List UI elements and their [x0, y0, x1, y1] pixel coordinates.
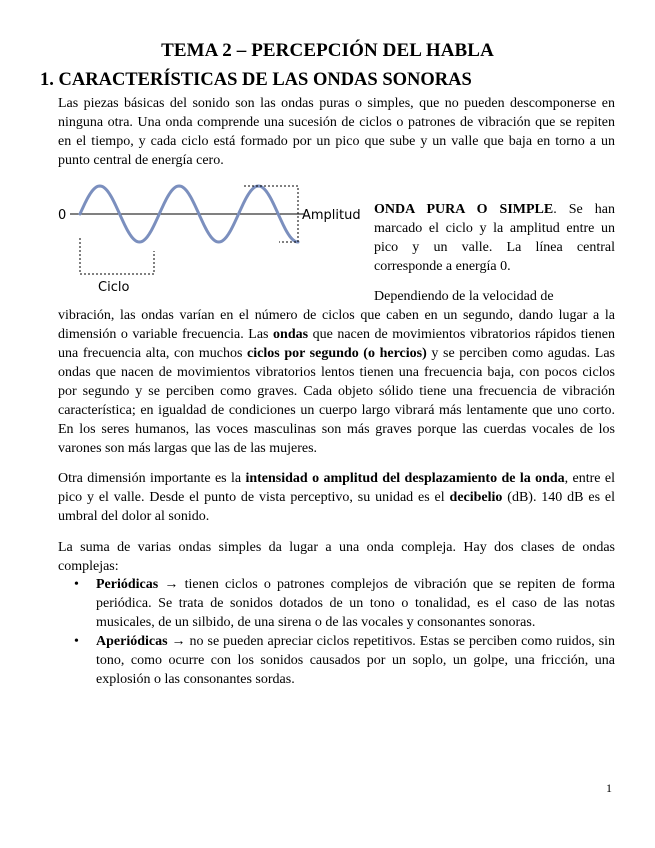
intensity-bold-2: decibelio	[449, 490, 503, 505]
wave-figure	[52, 175, 374, 297]
list-item-aperiodic	[58, 632, 615, 689]
bullet-icon: •	[74, 577, 79, 592]
cycle-label: Ciclo	[98, 280, 130, 295]
periodic-text: tienen ciclos o patrones complejos de vibración que se repiten de forma periódica. Se trata de sonidos dotados de un tono o tonalidad, es el caso de las notas musicales, de un silbido, de una sirena o de las vocales y consonantes sonoras.	[96, 577, 616, 630]
aperiodic-term: Aperiódicas	[96, 634, 168, 649]
intensity-paragraph	[58, 469, 615, 526]
frequency-text-2: que nacen de movimientos vibratorios rápidos tienen una frecuencia alta, con muchos	[58, 327, 615, 361]
frequency-paragraph	[58, 287, 615, 458]
frequency-text-3: y se perciben como agudas. Las ondas que nacen de movimientos vibratorios lentos tienen una frecuencia baja, con pocos ciclos por segundo y se perciben como graves. Cada objeto sólido tiene una frecuencia de vibración característica; en igualdad de condiciones un cuerpo largo vibrará más lentamente que uno corto. En los seres humanos, las voces masculinas son más graves porque las cuerdas vocales de los varones son más largas que las de las mujeres.	[58, 346, 615, 456]
page-title: TEMA 2 – PERCEPCIÓN DEL HABLA	[161, 40, 494, 61]
intensity-bold-1: intensidad o amplitud del desplazamiento de la onda	[245, 471, 565, 486]
frequency-bold-2: ciclos por segundo (o hercios)	[247, 346, 427, 361]
page-number: 1	[606, 781, 612, 795]
wave-types-list	[58, 575, 615, 689]
complex-waves-paragraph: La suma de varias ondas simples da lugar a una onda compleja. Hay dos clases de ondas complejas:	[58, 540, 615, 574]
frequency-bold-1: ondas	[273, 327, 309, 342]
caption-bold: ONDA PURA O SIMPLE	[374, 202, 554, 217]
frequency-text-1: vibración, las ondas varían en el número de ciclos que caben en un segundo, dando lugar a la dimensión o variable frecuencia. Las	[58, 308, 615, 342]
periodic-term: Periódicas	[96, 577, 159, 592]
section-heading	[40, 70, 472, 91]
caption-text: . Se han marcado el ciclo y la amplitud entre un pico y un valle. La línea central corresponde a energía 0.	[374, 202, 615, 274]
frequency-first-line: Dependiendo de la velocidad de	[374, 289, 554, 304]
zero-label: 0	[58, 208, 67, 223]
list-item-periodic	[58, 575, 615, 632]
intensity-text-2: , entre el pico y el valle. Desde el punto de vista perceptivo, su unidad es el	[58, 471, 615, 505]
bullet-icon: •	[74, 634, 79, 649]
intro-paragraph: Las piezas básicas del sonido son las ondas puras o simples, que no pueden descomponerse en ninguna otra. Una onda comprende una sucesión de ciclos o patrones de vibración que se repiten en el tiempo, y cada ciclo está formado por un pico que sube y un valle que baja en torno a un punto central de energía cero.	[58, 96, 615, 168]
figure-caption	[374, 200, 615, 276]
section-title: CARACTERÍSTICAS DE LAS ONDAS SONORAS	[58, 70, 472, 90]
arrow-icon: →	[164, 577, 179, 592]
cycle-bracket	[80, 238, 154, 274]
amplitude-label: Amplitud	[302, 208, 361, 223]
arrow-icon: →	[171, 634, 186, 649]
intensity-text-3: (dB). 140 dB es el umbral del dolor al sonido.	[58, 490, 616, 524]
intensity-text-1: Otra dimensión importante es la	[58, 471, 246, 486]
section-number: 1.	[40, 70, 54, 90]
aperiodic-text: no se pueden apreciar ciclos repetitivos. Estas se perciben como ruidos, sin tono, como ocurre con los sonidos causados por un soplo, un golpe, una fricción, una explosión o las consonantes sordas.	[96, 634, 616, 687]
